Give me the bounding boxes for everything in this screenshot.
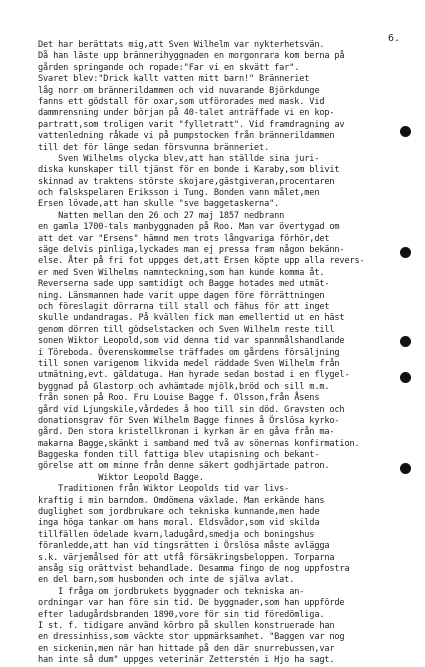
- text-line: skulle undandragas. På kvällen fick man emellertid ut en häst: [38, 313, 345, 324]
- text-line: Natten mellan den 26 och 27 maj 1857 nedbrann: [38, 210, 285, 221]
- text-line: efter ladugårdsbranden 1890,vore för sin tid föredömliga.: [38, 609, 325, 620]
- text-line: görelse att om minne från denne säkert godhjärtade patron.: [38, 461, 330, 472]
- text-line: ning. Länsmannen hade varit uppe dagen före förrättningen: [38, 290, 325, 301]
- text-line: låg norr om brännerildammen och vid nuvarande Björkdunge: [38, 85, 320, 96]
- text-line: Traditionen från Wiktor Leopolds tid var livs-: [38, 484, 290, 495]
- punch-hole-icon: [400, 126, 411, 137]
- text-line: Wiktor Leopold Bagge.: [38, 472, 204, 483]
- text-line: en sickenin,men när han hittade på den där snurrebussen,var: [38, 643, 335, 654]
- text-line: till det för länge sedan försvunna bränneriet.: [38, 142, 270, 153]
- punch-hole-icon: [400, 372, 411, 383]
- text-line: från sonen på Roo. Fru Louise Bagge f. Olsson,från Åsens: [38, 393, 320, 404]
- text-line: ordningar var han före sin tid. De byggnader,som han uppförde: [38, 598, 345, 609]
- text-line: ansåg sig orättvist behandlade. Desamma fingo de nog uppfostra: [38, 563, 350, 574]
- text-line: gård vid Ljungskile,vårdedes å hoo till sin död. Gravsten och: [38, 404, 345, 415]
- text-line: Ersen lövade,att han skulle "sve baggetaskerna".: [38, 199, 280, 210]
- text-line: I st. f. tidigare använd körbro på skullen konstruerade han: [38, 620, 335, 631]
- text-line: er med Sven Wilhelms namnteckning,som han kunde komma åt.: [38, 267, 325, 278]
- text-line: en gamla 1700-tals manbyggnaden på Roo. Man var övertygad om: [38, 222, 340, 233]
- text-line: Då han läste upp brännerihyggnaden en morgonrara kom berna på: [38, 51, 345, 62]
- text-line: byggnad på Glastorp och avhämtade mjölk,bröd och sill m.m.: [38, 381, 330, 392]
- text-line: till sonen varigenom likvida medel räddade Sven Wilhelm från: [38, 358, 340, 369]
- text-line: Baggeska fonden till fattiga blev utapisning och bekant-: [38, 450, 320, 461]
- text-line: kraftig i min barndom. Omdömena växlade. Man erkände hans: [38, 495, 325, 506]
- text-line: diska kunskaper till tjänst för en bonde i Karaby,som blivit: [38, 165, 340, 176]
- text-line: genom dörren till gödselstacken och Sven Wilhelm reste till: [38, 324, 335, 335]
- text-line: gården springande och ropade:"Far vi en skvätt far".: [38, 62, 300, 73]
- text-line: en dressinhiss,som väckte stor uppmärksamhet. "Baggen var nog: [38, 632, 345, 643]
- text-line: och falskspelaren Eriksson i Tung. Bonden vann målet,men: [38, 188, 320, 199]
- page-number: 6.: [388, 33, 401, 44]
- text-line: gård. Den stora kristellkronan i kyrkan är en gåva från ma-: [38, 427, 335, 438]
- text-line: else. Åter på fri fot uppges det,att Ersen köpte upp alla revers-: [38, 256, 365, 267]
- text-line: skinnad av traktens störste skojare,gästgiveran,procentaren: [38, 176, 335, 187]
- text-line: makarna Bagge,skänkt i samband med två av sönernas konfirmation.: [38, 438, 360, 449]
- text-line: sonen Wiktor Leopold,som vid denna tid var spannmålshandlande: [38, 336, 345, 347]
- text-line: han inte så dum" uppges veterinär Zetterstén i Hjo ha sagt.: [38, 655, 335, 666]
- text-line: tillfällen ödelade kvarn,ladugård,smedja och boningshus: [38, 529, 315, 540]
- text-line: partratt,som troligen varit "fylletratt". Vid framdragning av: [38, 119, 345, 130]
- text-line: duglighet som jordbrukare och tekniska kunnande,men hade: [38, 507, 320, 518]
- text-line: utmätning,evt. gäldatuga. Han hyrade sedan bostad i en flygel-: [38, 370, 350, 381]
- text-line: I fråga om jordbrukets byggnader och tekniska an-: [38, 586, 305, 597]
- text-line: och föreslagit dörrarna till stall och fähus för att inget: [38, 301, 330, 312]
- text-line: Reverserna sade upp samtidigt och Bagge hotades med utmät-: [38, 279, 330, 290]
- body-text: [38, 40, 388, 666]
- text-line: en del barn,som husbonden och inte de själva avlat.: [38, 575, 295, 586]
- text-line: säge delvis pinliga,lyckades man ej pressa fram någon bekänn-: [38, 245, 345, 256]
- text-line: donationsgrav för Sven Wilhelm Bagge finnes å Örslösa kyrko-: [38, 415, 340, 426]
- text-line: i Töreboda. Överenskommelse träffades om gårdens försäljning: [38, 347, 340, 358]
- punch-hole-icon: [400, 247, 411, 258]
- text-line: inga höga tankar om hans moral. Eldsvådor,som vid skilda: [38, 518, 320, 529]
- text-line: att det var "Ersens" hämnd men trots långvariga förhör,det: [38, 233, 330, 244]
- text-line: Sven Wilhelms olycka blev,att han ställde sina juri-: [38, 153, 320, 164]
- punch-hole-icon: [400, 336, 411, 347]
- text-line: fanns ett gödstall för oxar,som utförorades med mask. Vid: [38, 96, 325, 107]
- text-line: dammrensning under början på 40-talet anträffade vi en kop-: [38, 108, 335, 119]
- text-line: Svaret blev:"Drick kallt vatten mitt barn!" Bränneriet: [38, 74, 310, 85]
- text-line: s.k. värjemålsed för att utfå försäkringsbeloppen. Torparna: [38, 552, 335, 563]
- punch-hole-icon: [400, 463, 411, 474]
- text-line: vattenledning råkade vi på pumpstocken från brännerildammen: [38, 131, 335, 142]
- text-line: Det har berättats mig,att Sven Wilhelm var nykterhetsvän.: [38, 40, 325, 50]
- text-line: föranledde,att han vid tingsrätten i Örslösa måste avlägga: [38, 541, 330, 552]
